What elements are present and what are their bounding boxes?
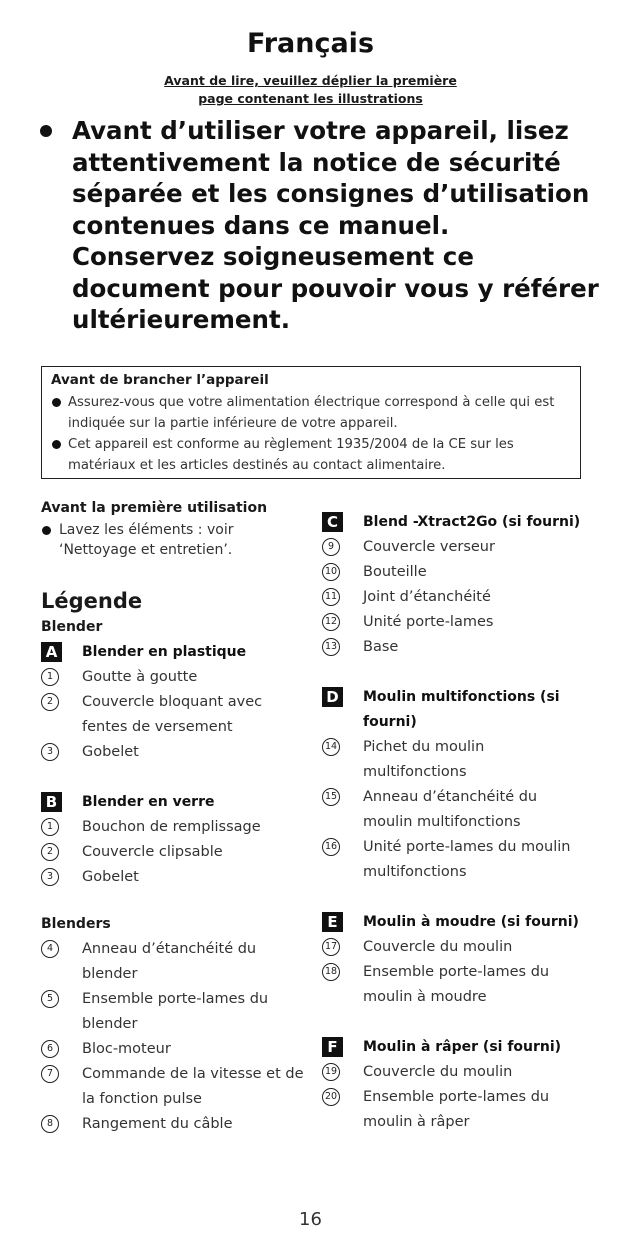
letter-c-badge: C <box>322 512 343 532</box>
number-badge: 11 <box>322 588 340 606</box>
letter-e-badge: E <box>322 912 343 932</box>
letter-a-badge: A <box>41 642 62 662</box>
number-badge: 19 <box>322 1063 340 1081</box>
legend-item-text: Ensemble porte-lames du moulin à moudre <box>363 964 550 1005</box>
number-badge: 1 <box>41 668 59 686</box>
legend-item <box>322 610 582 635</box>
number-badge: 13 <box>322 638 340 656</box>
legend-item-text: Anneau d’étanchéité du moulin multifonctions <box>363 789 538 830</box>
legend-item <box>41 665 306 690</box>
section-c-header <box>322 510 582 535</box>
number-badge: 4 <box>41 940 59 958</box>
section-f-header <box>322 1035 582 1060</box>
legend-item-text: Couvercle bloquant avec fentes de versement <box>82 694 263 735</box>
subtitle <box>0 72 621 108</box>
blenders-group-title: Blenders <box>41 916 111 932</box>
subtitle-line-2: page contenant les illustrations <box>198 91 423 106</box>
legend-item <box>41 1062 306 1112</box>
number-badge: 8 <box>41 1115 59 1133</box>
first-use-item: Lavez les éléments : voir ‘Nettoyage et entretien’. <box>41 520 306 560</box>
number-badge: 15 <box>322 788 340 806</box>
legend-item <box>322 585 582 610</box>
legend-item <box>322 785 582 835</box>
number-badge: 17 <box>322 938 340 956</box>
legend-item <box>41 865 306 890</box>
page-title: Français <box>246 28 375 59</box>
box-item: Cet appareil est conforme au règlement 1935/2004 de la CE sur les matériaux et les articles destinés au contact alimentaire. <box>51 434 571 476</box>
legend-item-text: Bouchon de remplissage <box>82 819 261 835</box>
legend-item-text: Joint d’étanchéité <box>363 589 491 605</box>
letter-b-badge: B <box>41 792 62 812</box>
left-column <box>41 500 306 1137</box>
legend-item-text: Ensemble porte-lames du blender <box>82 991 269 1032</box>
number-badge: 2 <box>41 693 59 711</box>
legend-item-text: Unité porte-lames <box>363 614 494 630</box>
number-badge: 12 <box>322 613 340 631</box>
blender-group-title: Blender <box>41 619 103 635</box>
legend-title: Légende <box>41 589 143 613</box>
section-e-title: Moulin à moudre (si fourni) <box>363 914 579 930</box>
before-plugging-box <box>41 366 581 479</box>
legend-item <box>322 535 582 560</box>
legend-item <box>322 935 582 960</box>
letter-d-badge: D <box>322 687 343 707</box>
number-badge: 10 <box>322 563 340 581</box>
section-a-header <box>41 640 306 665</box>
legend-item-text: Couvercle du moulin <box>363 939 513 955</box>
legend-item <box>322 560 582 585</box>
legend-item <box>322 1085 582 1135</box>
legend-item-text: Ensemble porte-lames du moulin à râper <box>363 1089 550 1130</box>
legend-item-text: Base <box>363 639 399 655</box>
legend-item-text: Rangement du câble <box>82 1116 233 1132</box>
number-badge: 14 <box>322 738 340 756</box>
lead-warning <box>40 115 600 336</box>
legend-item <box>41 690 306 740</box>
right-column <box>322 510 582 1135</box>
section-c-title: Blend -Xtract2Go (si fourni) <box>363 514 581 530</box>
legend-item <box>41 1112 306 1137</box>
legend-item-text: Couvercle verseur <box>363 539 495 555</box>
section-d-header <box>322 685 582 735</box>
legend-item-text: Goutte à goutte <box>82 669 198 685</box>
subtitle-line-1: Avant de lire, veuillez déplier la première <box>164 73 457 88</box>
section-f-title: Moulin à râper (si fourni) <box>363 1039 562 1055</box>
legend-item-text: Pichet du moulin multifonctions <box>363 739 485 780</box>
legend-item-text: Bloc-moteur <box>82 1041 171 1057</box>
number-badge: 9 <box>322 538 340 556</box>
section-e-header <box>322 910 582 935</box>
number-badge: 7 <box>41 1065 59 1083</box>
section-d-title: Moulin multifonctions (si fourni) <box>363 689 560 730</box>
number-badge: 2 <box>41 843 59 861</box>
legend-item <box>322 1060 582 1085</box>
number-badge: 3 <box>41 743 59 761</box>
legend-item-text: Gobelet <box>82 744 139 760</box>
legend-item <box>41 840 306 865</box>
page-number: 16 <box>299 1209 322 1230</box>
lead-text: Avant d’utiliser votre appareil, lisez attentivement la notice de sécurité séparée et les consignes d’utilisation contenues dans ce manuel. Conservez soigneusement ce document pour pouvoir vous y référer ultérieurement. <box>72 116 599 334</box>
legend-item <box>322 635 582 660</box>
legend-item <box>41 815 306 840</box>
legend-item <box>41 987 306 1037</box>
box-item: Assurez-vous que votre alimentation électrique correspond à celle qui est indiquée sur la partie inférieure de votre appareil. <box>51 392 571 434</box>
legend-item <box>322 735 582 785</box>
number-badge: 18 <box>322 963 340 981</box>
number-badge: 1 <box>41 818 59 836</box>
legend-item <box>322 960 582 1010</box>
legend-item-text: Couvercle du moulin <box>363 1064 513 1080</box>
legend-item-text: Bouteille <box>363 564 427 580</box>
number-badge: 5 <box>41 990 59 1008</box>
section-a-title: Blender en plastique <box>82 644 247 660</box>
legend-item <box>41 937 306 987</box>
box-title: Avant de brancher l’appareil <box>51 372 269 388</box>
number-badge: 20 <box>322 1088 340 1106</box>
number-badge: 6 <box>41 1040 59 1058</box>
legend-item-text: Commande de la vitesse et de la fonction pulse <box>82 1066 304 1107</box>
legend-item-text: Unité porte-lames du moulin multifonctions <box>363 839 571 880</box>
legend-item-text: Couvercle clipsable <box>82 844 223 860</box>
number-badge: 16 <box>322 838 340 856</box>
legend-item <box>322 835 582 885</box>
section-b-header <box>41 790 306 815</box>
number-badge: 3 <box>41 868 59 886</box>
legend-item <box>41 1037 306 1062</box>
legend-item <box>41 740 306 765</box>
legend-item-text: Anneau d’étanchéité du blender <box>82 941 257 982</box>
first-use-title: Avant la première utilisation <box>41 500 268 516</box>
legend-item-text: Gobelet <box>82 869 139 885</box>
letter-f-badge: F <box>322 1037 343 1057</box>
bullet-icon <box>40 125 52 137</box>
section-b-title: Blender en verre <box>82 794 215 810</box>
